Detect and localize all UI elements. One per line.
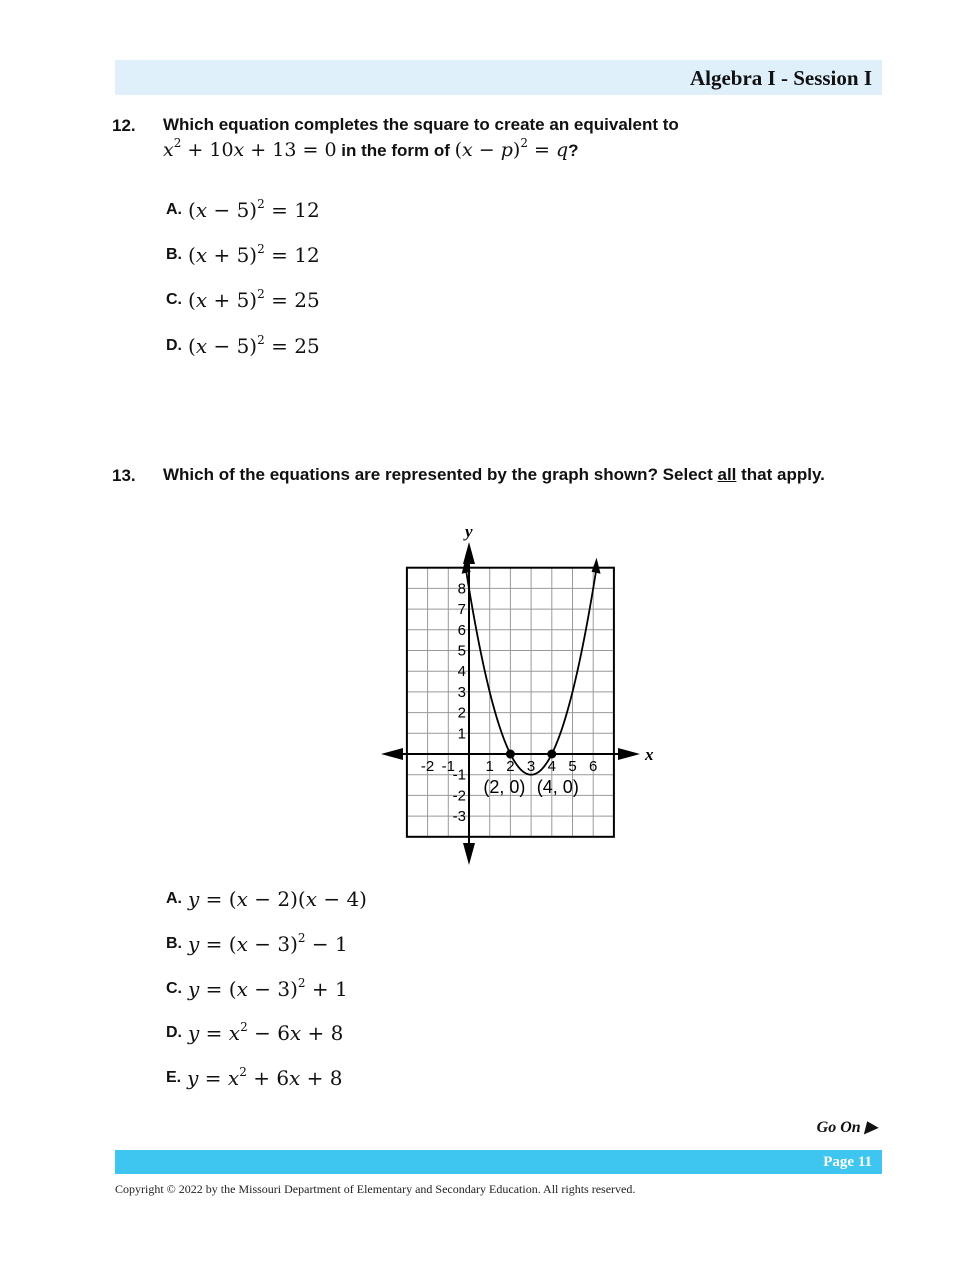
- equation-original: $x^2 + 10x + 13 = 0$: [163, 136, 337, 161]
- x-tick-label: -2: [420, 758, 435, 775]
- x-tick-label: 4: [547, 758, 556, 775]
- x-tick-label: 6: [589, 758, 598, 775]
- y-axis-label: y: [465, 522, 473, 541]
- y-tick-label: -2: [452, 787, 466, 805]
- q13-choice-e[interactable]: E. $y = x^2 + 6x + 8$: [166, 1065, 343, 1090]
- go-on-arrow-icon: ▶: [864, 1119, 877, 1136]
- q12-choice-c[interactable]: C. $(x + 5)^2 = 25$: [166, 287, 320, 312]
- parabola-graph: [375, 520, 675, 870]
- session-title: Algebra I - Session I: [689, 66, 872, 90]
- y-tick-label: -1: [452, 766, 466, 784]
- y-tick-label: 8: [457, 580, 466, 598]
- q13-choice-d[interactable]: D. $y = x^2 - 6x + 8$: [166, 1020, 344, 1045]
- y-tick-label: 3: [457, 683, 466, 701]
- question-12-prompt: [163, 114, 679, 162]
- question-12-prompt-line2: [163, 136, 679, 162]
- q13-choice-c[interactable]: C. $y = (x - 3)^2 + 1$: [166, 976, 348, 1001]
- go-on-indicator: Go On ▶: [816, 1119, 877, 1136]
- y-axis-down-arrow-icon: [463, 843, 475, 865]
- y-tick-label: 1: [457, 725, 466, 743]
- point-label: (4, 0): [536, 777, 579, 797]
- x-tick-label: 3: [526, 758, 536, 775]
- y-tick-label: -3: [452, 808, 466, 826]
- y-axis-up-arrow-icon: [463, 542, 475, 564]
- header-bar: [115, 60, 882, 95]
- question-12-prompt-line1: Which equation completes the square to create an equivalent to: [163, 115, 679, 134]
- underlined-all: all: [717, 465, 737, 484]
- y-tick-label: 2: [457, 704, 466, 722]
- x-tick-label: 2: [506, 758, 515, 775]
- x-axis-left-arrow-icon: [381, 748, 403, 760]
- copyright-notice: Copyright © 2022 by the Missouri Department of Elementary and Secondary Education. All rights reserved.: [115, 1182, 636, 1196]
- y-tick-label: 6: [457, 621, 466, 639]
- point-label: (2, 0): [483, 777, 526, 797]
- curve-right-arrow-icon: [592, 558, 601, 574]
- page-number: Page 11: [823, 1154, 872, 1170]
- q13-choice-a[interactable]: A. y = (x − 2)(x − 4): [166, 887, 367, 911]
- question-13-prompt: Which of the equations are represented by the graph shown? Select all that apply.: [163, 465, 825, 484]
- y-tick-label: 4: [457, 663, 466, 681]
- q12-choice-d[interactable]: D. $(x - 5)^2 = 25$: [166, 333, 320, 358]
- footer-bar: [115, 1150, 882, 1174]
- q12-choice-b[interactable]: B. $(x + 5)^2 = 12$: [166, 242, 320, 267]
- x-tick-label: 5: [568, 758, 577, 775]
- question-mark: ?: [568, 141, 579, 160]
- x-axis-right-arrow-icon: [618, 748, 640, 760]
- q13-choice-b[interactable]: B. $y = (x - 3)^2 - 1$: [166, 931, 348, 956]
- question-13-number: 13.: [112, 466, 136, 485]
- equation-form: $(x - p)^2 = q$: [454, 136, 569, 161]
- x-tick-label: 1: [485, 758, 494, 775]
- question-12-number: 12.: [112, 116, 136, 135]
- y-tick-label: 7: [457, 601, 466, 619]
- q12-choice-a[interactable]: A. $(x - 5)^2 = 12$: [166, 197, 320, 222]
- x-tick-label: -1: [441, 758, 455, 775]
- y-tick-label: 5: [457, 642, 466, 660]
- x-axis-label: x: [645, 745, 654, 764]
- in-the-form-text: in the form of: [341, 141, 450, 160]
